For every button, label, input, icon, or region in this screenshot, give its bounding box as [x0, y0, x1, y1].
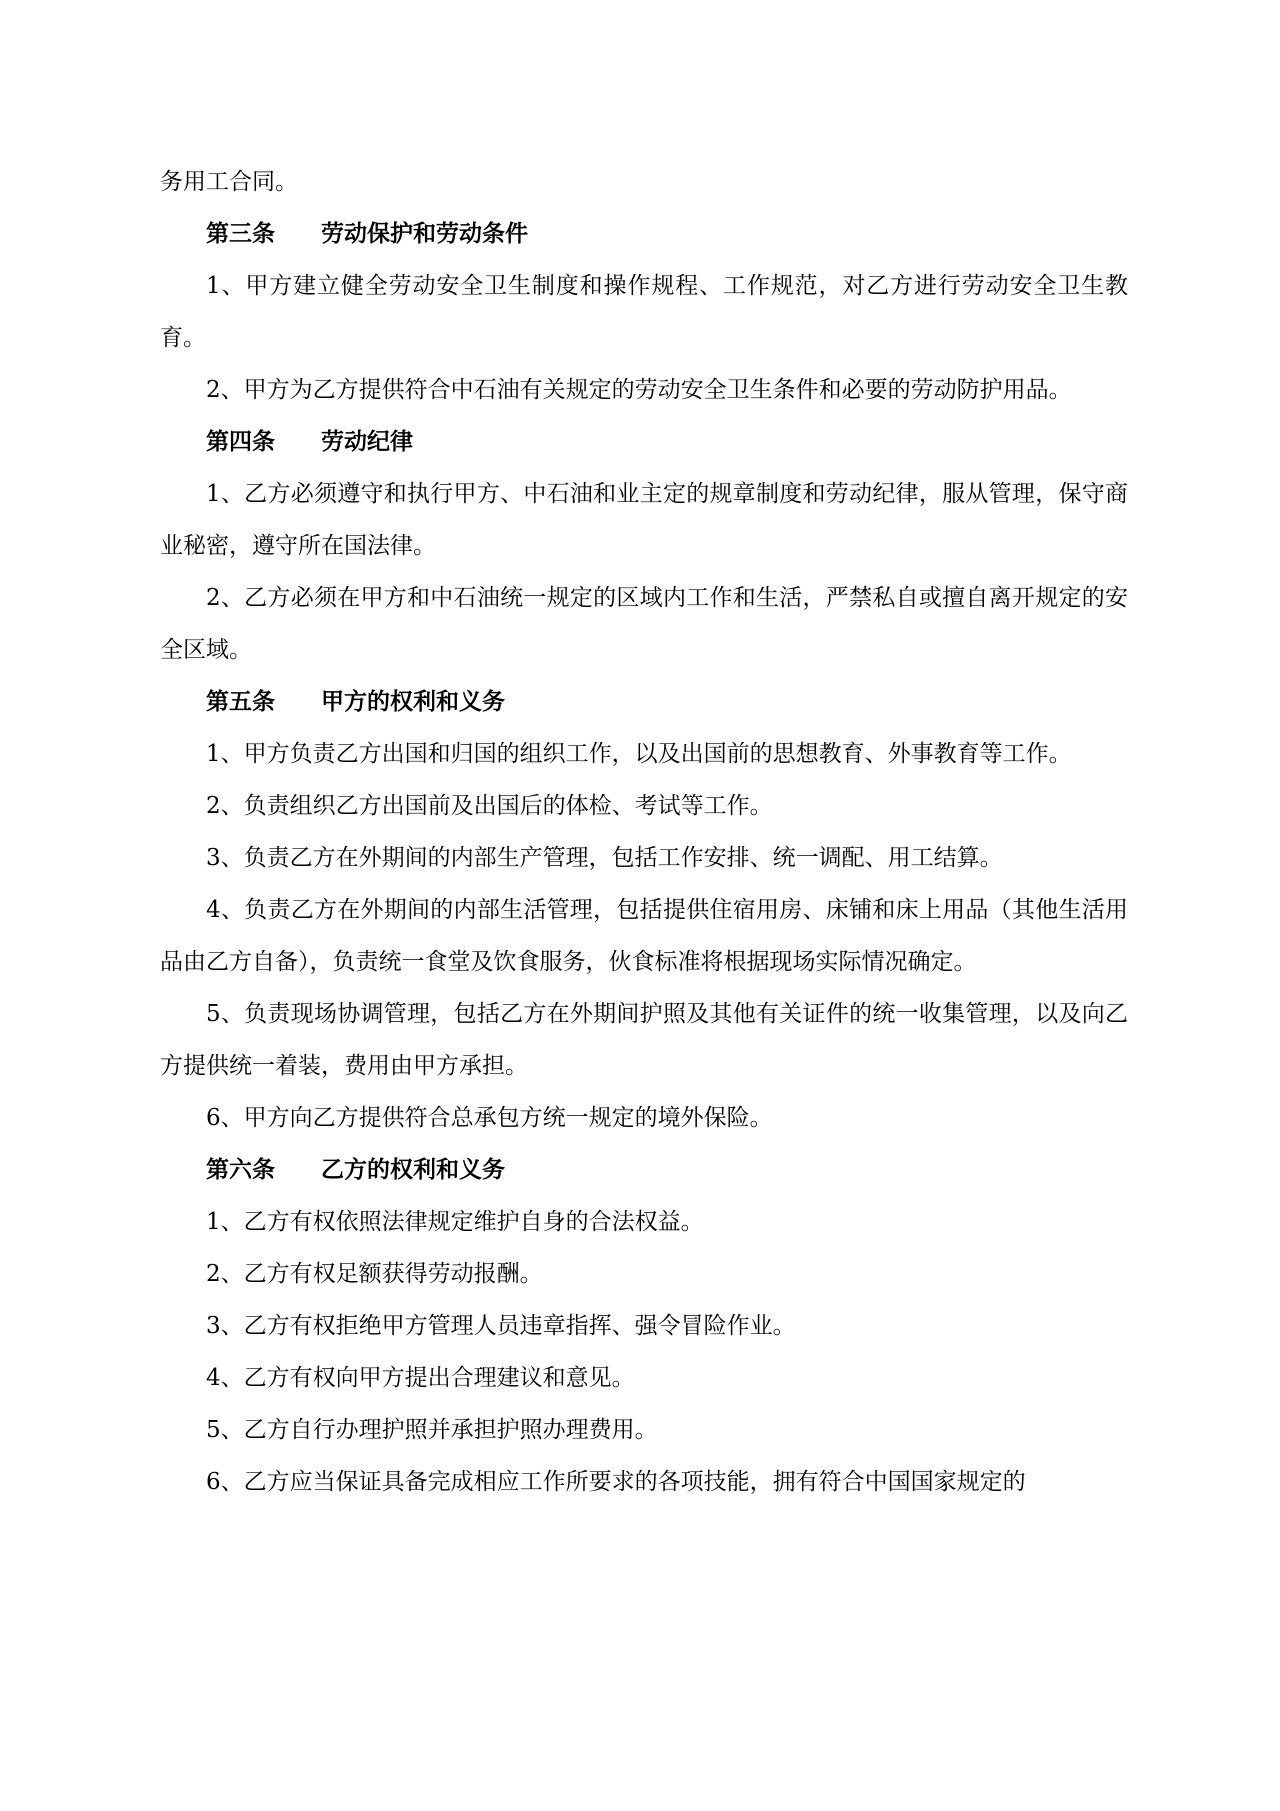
article-5-clause-2: 2、负责组织乙方出国前及出国后的体检、考试等工作。	[206, 793, 773, 819]
article-4-heading	[160, 416, 1128, 468]
article-6-heading	[160, 1144, 1128, 1196]
article-number: 第四条	[206, 428, 275, 455]
article-number: 第五条	[206, 688, 275, 715]
article-5-clause-6: 6、甲方向乙方提供符合总承包方统一规定的境外保险。	[206, 1105, 773, 1131]
document-body	[160, 156, 1128, 1508]
article-3-clause-1: 1、甲方建立健全劳动安全卫生制度和操作规程、工作规范，对乙方进行劳动安全卫生教育。	[160, 273, 1128, 351]
article-title: 甲方的权利和义务	[321, 688, 505, 715]
article-6-clause-4: 4、乙方有权向甲方提出合理建议和意见。	[206, 1365, 635, 1391]
article-6-clause-5: 5、乙方自行办理护照并承担护照办理费用。	[206, 1417, 658, 1443]
article-5-heading	[160, 676, 1128, 728]
article-title: 劳动纪律	[321, 428, 413, 455]
article-3-clause-2: 2、甲方为乙方提供符合中石油有关规定的劳动安全卫生条件和必要的劳动防护用品。	[206, 377, 1072, 403]
article-5-clause-4: 4、负责乙方在外期间的内部生活管理，包括提供住宿用房、床铺和床上用品（其他生活用品由乙方自备），负责统一食堂及饮食服务，伙食标准将根据现场实际情况确定。	[160, 897, 1128, 975]
article-4-clause-2: 2、乙方必须在甲方和中石油统一规定的区域内工作和生活，严禁私自或擅自离开规定的安全区域。	[160, 585, 1128, 663]
article-6-clause-3: 3、乙方有权拒绝甲方管理人员违章指挥、强令冒险作业。	[206, 1313, 796, 1339]
article-5-clause-1: 1、甲方负责乙方出国和归国的组织工作，以及出国前的思想教育、外事教育等工作。	[206, 741, 1072, 767]
article-number: 第三条	[206, 220, 275, 247]
article-title: 劳动保护和劳动条件	[321, 220, 528, 247]
article-3-heading	[160, 208, 1128, 260]
article-6-clause-1: 1、乙方有权依照法律规定维护自身的合法权益。	[206, 1209, 704, 1235]
article-number: 第六条	[206, 1156, 275, 1183]
article-title: 乙方的权利和义务	[321, 1156, 505, 1183]
article-5-clause-3: 3、负责乙方在外期间的内部生产管理，包括工作安排、统一调配、用工结算。	[206, 845, 1003, 871]
paragraph-continuation: 务用工合同。	[160, 169, 298, 195]
article-6-clause-2: 2、乙方有权足额获得劳动报酬。	[206, 1261, 543, 1287]
article-6-clause-6: 6、乙方应当保证具备完成相应工作所要求的各项技能，拥有符合中国国家规定的	[206, 1469, 1026, 1495]
article-5-clause-5: 5、负责现场协调管理，包括乙方在外期间护照及其他有关证件的统一收集管理，以及向乙方提供统一着装，费用由甲方承担。	[160, 1001, 1128, 1079]
article-4-clause-1: 1、乙方必须遵守和执行甲方、中石油和业主定的规章制度和劳动纪律，服从管理，保守商业秘密，遵守所在国法律。	[160, 481, 1128, 559]
